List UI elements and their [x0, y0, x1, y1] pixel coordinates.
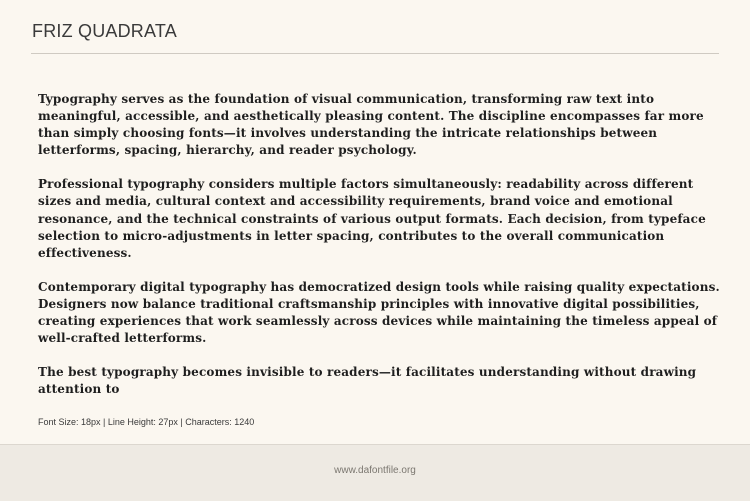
header [0, 0, 750, 53]
header-divider [31, 53, 719, 54]
sample-paragraph: Contemporary digital typography has democratized design tools while raising quality expectations. Designers now balance traditional craftsmanship principles with innovative digital possibilities, creating experiences that work seamlessly across devices while maintaining the timeless appeal of well-crafted letterforms. [38, 279, 720, 346]
font-metrics-info: Font Size: 18px | Line Height: 27px | Characters: 1240 [38, 417, 255, 427]
sample-text-block [38, 91, 728, 397]
sample-paragraph: The best typography becomes invisible to readers—it facilitates understanding without drawing attention to [38, 365, 697, 397]
font-name-title: FRIZ QUADRATA [32, 21, 177, 41]
footer [0, 444, 750, 501]
sample-paragraph: Typography serves as the foundation of visual communication, transforming raw text into meaningful, accessible, and aesthetically pleasing content. The discipline encompasses far more than simply choosing fonts—it involves understanding the intricate relationships between letterforms, spacing, hierarchy, and reader psychology. [38, 92, 704, 158]
footer-site-link[interactable]: www.dafontfile.org [334, 465, 416, 476]
sample-paragraph: Professional typography considers multiple factors simultaneously: readability across different sizes and media, cultural context and accessibility requirements, brand voice and emotional resonance, and the technical constraints of various output formats. Each decision, from typeface selection to micro-adjustments in letter spacing, contributes to the overall communication effectiveness. [38, 177, 706, 260]
